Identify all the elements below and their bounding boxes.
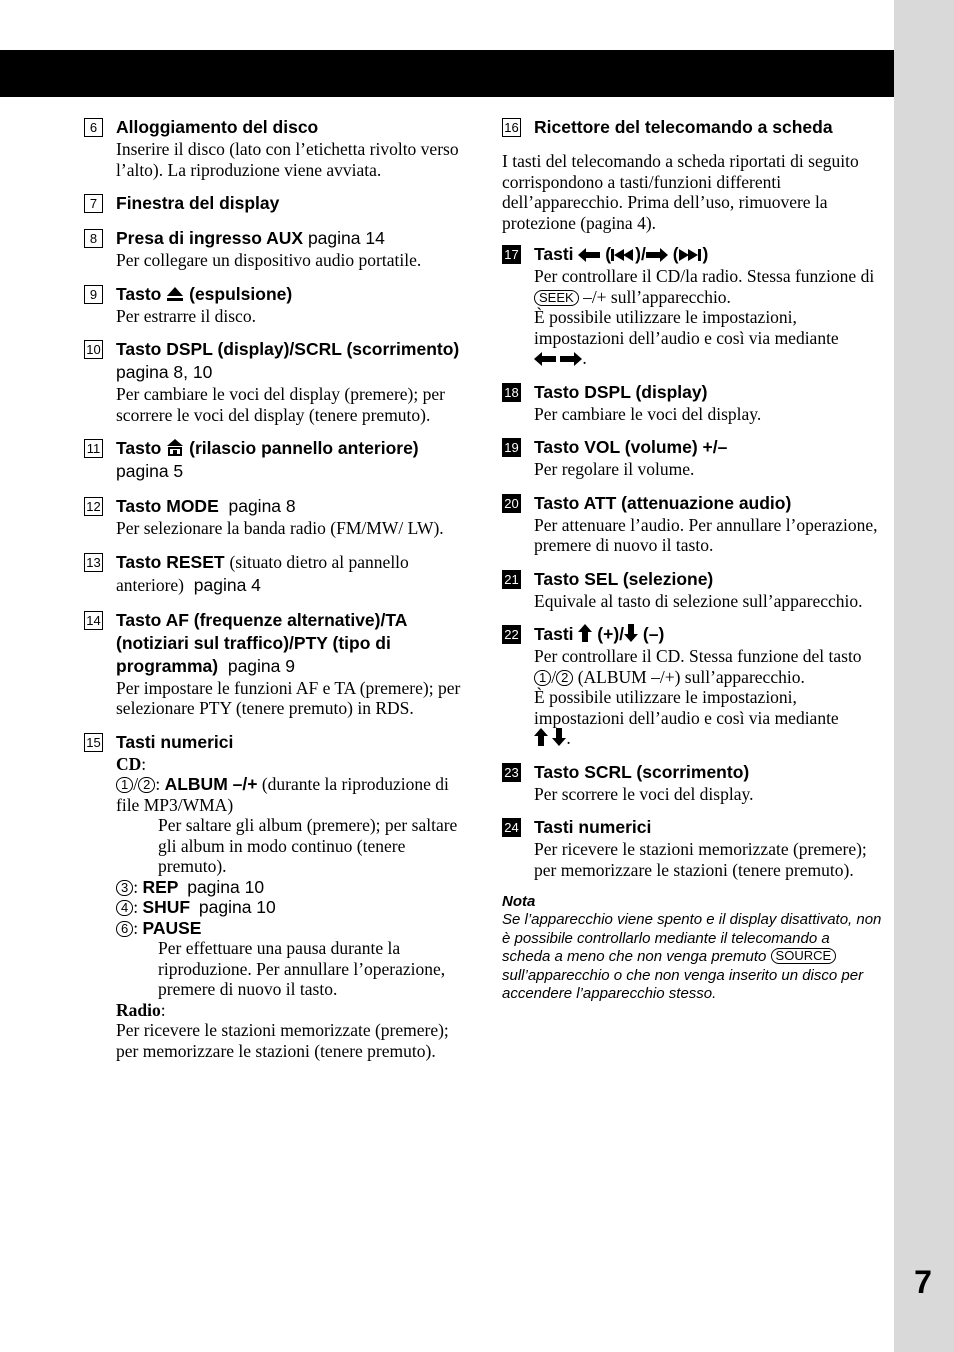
item-description: Per impostare le funzioni AF e TA (premere); per selezionare PTY (tenere premuto) in RDS. (116, 677, 461, 718)
arrow-left-icon (534, 352, 556, 366)
key-6: 6 (116, 921, 133, 937)
album-note: (durante la riproduzione di file MP3/WMA) (116, 774, 449, 815)
item-description-extra: È possibile utilizzare le impostazioni, impostazioni dell’audio e così via mediante (534, 687, 839, 728)
pause-label: PAUSE (142, 917, 202, 938)
item-description-cont: (ALBUM –/+) sull’apparecchio. (577, 666, 805, 687)
page-reference: pagina 9 (227, 655, 295, 676)
next-track-icon (679, 248, 703, 262)
item-description-cont: –/+ sull’apparecchio. (583, 286, 731, 307)
item-title: Tasto SCRL (scorrimento) (534, 761, 750, 782)
item-description: Per scorrere le voci del display. (534, 783, 754, 804)
item-20 (502, 492, 882, 556)
rep-label: REP (142, 876, 179, 897)
nota-text: Se l’apparecchio viene spento e il display disattivato, non è possibile controllarlo mediante il telecomando a scheda a meno che non venga premuto (502, 911, 882, 965)
item-number: 13 (84, 553, 103, 572)
item-8 (84, 227, 464, 271)
item-23 (502, 761, 882, 805)
album-description: Per saltare gli album (premere); per saltare gli album in modo continuo (tenere premuto). (158, 815, 458, 876)
item-description: Per controllare il CD. Stessa funzione del tasto (534, 646, 862, 666)
item-number: 11 (84, 439, 103, 458)
item-number: 9 (84, 285, 103, 304)
item-11 (84, 437, 464, 483)
item-title: Tasto DSPL (display)/SCRL (scorrimento) (116, 339, 460, 359)
pause-description: Per effettuare una pausa durante la riproduzione. Per annullare l’operazione, premere di nuovo il tasto. (158, 938, 446, 999)
key-3: 3 (116, 880, 133, 896)
item-14 (84, 609, 464, 719)
arrow-right-icon (646, 248, 668, 262)
item-title: Alloggiamento del disco (116, 117, 319, 137)
item-10 (84, 338, 464, 425)
shuf-label: SHUF (142, 897, 191, 917)
page-side-tab (894, 0, 954, 1352)
item-title: Tasti (534, 244, 574, 264)
eject-icon (166, 286, 184, 302)
item-number: 20 (502, 494, 521, 513)
page-reference: pagina 8 (228, 496, 296, 516)
item-number: 12 (84, 497, 103, 516)
item-title: Tasto DSPL (display) (534, 381, 708, 402)
item-6 (84, 116, 464, 180)
item-description: Per attenuare l’audio. Per annullare l’operazione, premere di nuovo il tasto. (534, 514, 878, 555)
item-description: Per collegare un dispositivo audio portatile. (116, 250, 422, 270)
item-description: Per cambiare le voci del display. (534, 403, 762, 424)
key-4: 4 (116, 900, 133, 916)
item-number: 19 (502, 438, 521, 457)
arrow-right-icon (560, 352, 582, 366)
item-title: Tasti numerici (534, 817, 652, 837)
item-22: 22 Tasti (+)/ (–) Per controllare il CD. Stessa funzione del tasto 1 / 2 (ALBUM –/+) sull’apparecchio. È possibile utilizzare le impostazioni, impostazioni dell’audio e così via mediante . (502, 623, 882, 749)
key-1: 1 (534, 670, 551, 686)
item-description: Per ricevere le stazioni memorizzate (premere); per memorizzare le stazioni (tenere premuto). (534, 839, 867, 880)
item-24 (502, 816, 882, 880)
previous-track-icon (611, 248, 635, 262)
item-number: 6 (84, 118, 103, 137)
item-17: 17 Tasti ( )/ ( ) Per controllare il CD/la radio. Stessa funzione di SEEK –/+ sull’apparecchio. È possibile utilizzare le impostazioni, impostazioni dell’audio e così via mediante . (502, 243, 882, 369)
nota-block (502, 892, 882, 1004)
item-number: 17 (502, 245, 521, 264)
arrow-up-icon (534, 728, 548, 746)
item-title: Tasto RESET (116, 551, 225, 572)
rep-reference: pagina 10 (187, 876, 265, 897)
item-description: Inserire il disco (lato con l’etichetta rivolto verso l’alto). La riproduzione viene avviata. (116, 139, 459, 180)
page-reference: pagina 5 (116, 461, 184, 481)
source-key: SOURCE (771, 948, 837, 964)
page-reference: pagina 8, 10 (116, 362, 213, 382)
item-title-suffix: (–) (642, 624, 665, 644)
item-21 (502, 568, 882, 612)
arrow-up-icon (578, 624, 592, 642)
item-title: Tasto VOL (volume) +/– (534, 437, 728, 457)
item-title: Presa di ingresso AUX (116, 228, 304, 248)
item-15: 15 Tasti numerici CD: 1 / 2 : ALBUM –/+ (durante la riproduzione di file MP3/WMA) Per saltare gli album (premere); per saltare gli album in modo continuo (tenere premuto). 3 : REP pagina 10 4 : SHUF pagina 10 6 : PAUSE Per effettuare una pausa durante la riproduzione. Per annullare l’operazione, premere di nuovo il tasto. Radio: Per ricevere le stazioni memorizzate (premere); per memorizzare le stazioni (tenere premuto). (84, 731, 464, 1062)
item-title: Tasto MODE (116, 496, 219, 516)
release-panel-icon (166, 438, 184, 456)
arrow-down-icon (552, 728, 566, 746)
item-number: 10 (84, 340, 103, 359)
item-13 (84, 551, 464, 597)
item-number: 8 (84, 229, 103, 248)
item-description-extra: È possibile utilizzare le impostazioni, impostazioni dell’audio e così via mediante (534, 307, 839, 348)
nota-heading: Nota (502, 893, 536, 910)
key-2: 2 (556, 670, 573, 686)
item-title-suffix: (espulsione) (189, 283, 293, 304)
item-description: Per estrarre il disco. (116, 305, 256, 326)
seek-key: SEEK (534, 290, 579, 306)
item-16 (502, 116, 882, 139)
radio-label: Radio (116, 999, 161, 1020)
item-description: Per controllare il CD/la radio. Stessa funzione di (534, 266, 875, 286)
arrow-down-icon (624, 624, 638, 642)
item-number: 24 (502, 818, 521, 837)
item-19 (502, 436, 882, 480)
header-bar (0, 50, 894, 97)
item-12 (84, 495, 464, 539)
item-note: (situato dietro al pannello anteriore) (116, 551, 409, 595)
item-title: Finestra del display (116, 193, 280, 213)
left-column (84, 116, 464, 1073)
item-title: Tasto (116, 438, 162, 458)
item-title-mid: (+)/ (597, 624, 625, 644)
item-description: Per cambiare le voci del display (premere); per scorrere le voci del display (tenere premuto). (116, 384, 445, 425)
item-title: Tasto ATT (attenuazione audio) (534, 492, 792, 513)
page-number: 7 (914, 1264, 932, 1300)
album-label: ALBUM –/+ (164, 774, 258, 794)
page-reference: pagina 14 (307, 228, 385, 248)
right-column (502, 116, 882, 1004)
item-description: Per selezionare la banda radio (FM/MW/ LW). (116, 518, 444, 538)
item-number: 14 (84, 611, 103, 630)
card-remote-intro: I tasti del telecomando a scheda riportati di seguito corrispondono a tasti/funzioni differenti dell’apparecchio. Prima dell’uso, rimuovere la protezione (pagina 4). (502, 151, 859, 233)
nota-text-cont: sull’apparecchio o che non venga inserito un disco per accendere l’apparecchio stesso. (502, 966, 864, 1002)
item-number: 22 (502, 625, 521, 644)
item-title: Tasto SEL (selezione) (534, 568, 714, 589)
item-title: Tasti (534, 624, 574, 644)
cd-label: CD (116, 753, 142, 774)
item-title-suffix: (rilascio pannello anteriore) (189, 438, 419, 458)
item-title: Tasto (116, 283, 162, 304)
key-1: 1 (116, 777, 133, 793)
arrow-left-icon (578, 248, 600, 262)
item-title: Tasto AF (frequenze alternative)/TA (notiziari sul traffico)/PTY (tipo di programma) (116, 609, 407, 676)
key-2: 2 (138, 777, 155, 793)
item-number: 23 (502, 763, 521, 782)
item-18 (502, 381, 882, 425)
item-number: 16 (502, 118, 521, 137)
radio-description: Per ricevere le stazioni memorizzate (premere); per memorizzare le stazioni (tenere premuto). (116, 1020, 449, 1061)
shuf-reference: pagina 10 (198, 897, 276, 917)
item-9 (84, 283, 464, 327)
item-title: Tasti numerici (116, 731, 234, 752)
item-number: 21 (502, 570, 521, 589)
item-title: Ricettore del telecomando a scheda (534, 117, 833, 137)
item-7 (84, 192, 464, 215)
item-number: 18 (502, 383, 521, 402)
item-description: Per regolare il volume. (534, 459, 695, 479)
item-number: 15 (84, 733, 103, 752)
item-number: 7 (84, 194, 103, 213)
item-description: Equivale al tasto di selezione sull’apparecchio. (534, 590, 863, 611)
page-reference: pagina 4 (193, 574, 261, 595)
